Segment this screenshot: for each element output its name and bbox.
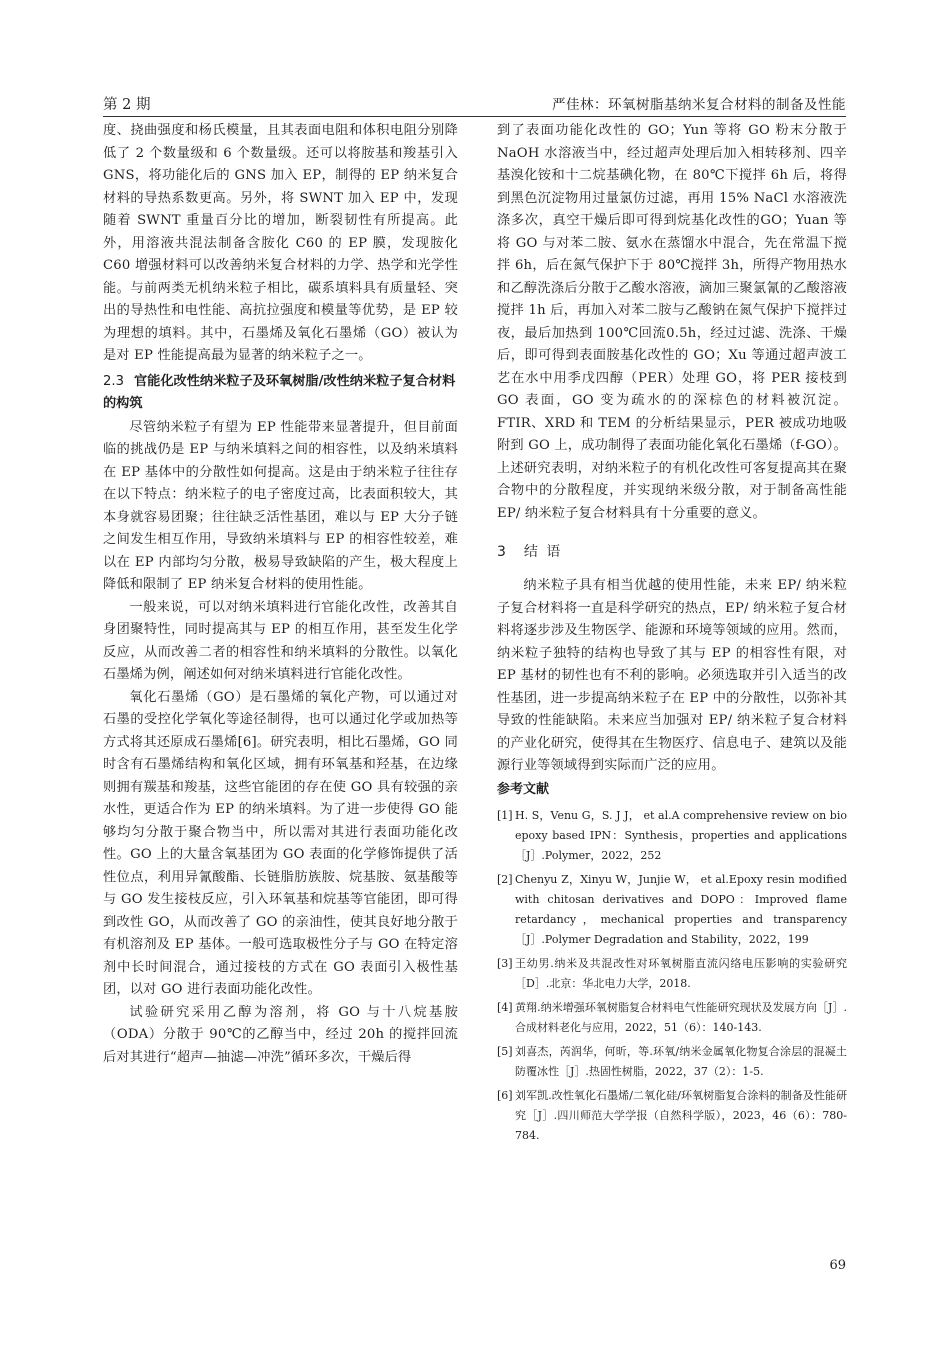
reference-text: Chenyu Z，Xinyu W，Junjie W， et al.Epoxy resin modified with chitosan derivatives and DOPO：Improved flame retardancy，mechanical properties and transparency［J］.Polymer Degradation and Stability，2022，199	[515, 872, 847, 946]
subsection-heading	[103, 371, 458, 415]
section-heading	[497, 541, 847, 563]
right-paragraph-1: 到了表面功能化改性的 GO；Yun 等将 GO 粉末分散于 NaOH 水溶液当中，经过超声处理后加入相转移剂、四辛基溴化铵和十二烷基碘化物，在 80℃下搅拌 6h 后，将得到黑色沉淀物用过量氯仿过滤，再用 15% NaCl 水溶液洗涤多次，真空干燥后即可得到烷基化改性的GO；Yuan 等将 GO 与对苯二胺、氨水在蒸馏水中混合，先在常温下搅拌 6h，后在氮气保护下于 80℃搅拌 3h，所得产物用热水和乙醇洗涤后分散于乙酸水溶液，滴加三聚氯氰的乙酸溶液搅拌 1h 后，再加入对苯二胺与乙酸钠在氮气保护下搅拌过夜，最后加热到 100℃回流0.5h，经过过滤、洗涤、干燥后，即可得到表面胺基化改性的 GO；Xu 等通过超声波工艺在水中用季戊四醇（PER）处理 GO，将 PER 接枝到 GO 表面，GO 变为疏水的的深棕色的材料被沉淀。FTIR、XRD 和 TEM 的分析结果显示，PER 被成功地吸附到 GO 上，成功制得了表面功能化氧化石墨烯（f-GO）。上述研究表明，对纳米粒子的有机化改性可客复提高其在聚合物中的分散程度，并实现纳米级分散，对于制备高性能 EP/ 纳米粒子复合材料具有十分重要的意义。	[497, 123, 847, 521]
reference-number: [1]	[497, 808, 513, 822]
reference-number: [6]	[497, 1088, 513, 1102]
left-paragraph-5: 试验研究采用乙醇为溶剂，将 GO 与十八烷基胺（ODA）分散于 90℃的乙醇当中，经过 20h 的搅拌回流后对其进行“超声—抽滤—冲洗”循环多次，干燥后得	[103, 1004, 458, 1065]
left-paragraph-4: 氧化石墨烯（GO）是石墨烯的氧化产物，可以通过对石墨的受控化学氧化等途径制得，也可以通过化学或加热等方式将其还原成石墨烯[6]。研究表明，相比石墨烯，GO 同时含有石墨烯结构和氧化区域，拥有环氧基和羟基，在边缘则拥有羰基和羧基，这些官能团的存在使 GO 具有较强的亲水性，更适合作为 EP 的纳米填料。为了进一步使得 GO 能够均匀分散于聚合物当中，所以需对其进行表面功能化改性。GO 上的大量含氧基团为 GO 表面的化学修饰提供了活性位点，利用异氰酸酯、长链脂肪族胺、烷基胺、氨基酸等与 GO 发生接枝反应，引入环氧基和烷基等官能团，即可得到改性 GO，从而改善了 GO 的亲油性，使其良好地分散于有机溶剂及 EP 基体。一般可选取极性分子与 GO 在特定溶剂中长时间混合，通过接枝的方式在 GO 表面引入极性基团，以对 GO 进行表面功能化改性。	[103, 689, 458, 997]
left-paragraph-3: 一般来说，可以对纳米填料进行官能化改性，改善其自身团聚特性，同时提高其与 EP 的相互作用，甚至发生化学反应，从而改善二者的相容性和纳米填料的分散性。以氧化石墨烯为例，阐述如何对纳米填料进行官能化改性。	[103, 599, 458, 682]
reference-item	[497, 870, 847, 950]
reference-item	[497, 998, 847, 1038]
page-number: 69	[829, 1258, 846, 1273]
subsection-number: 2.3	[103, 373, 124, 389]
reference-item	[497, 1042, 847, 1082]
reference-text: 黄翔.纳米增强环氧树脂复合材料电气性能研究现状及发展方向［J］.合成材料老化与应用，2022，51（6）：140-143.	[515, 1000, 847, 1034]
running-title: 严佳林：环氧树脂基纳米复合材料的制备及性能	[552, 97, 846, 113]
reference-number: [3]	[497, 956, 513, 970]
subsection-title: 官能化改性纳米粒子及环氧树脂/改性纳米粒子复合材料的构筑	[103, 373, 456, 411]
issue-label: 第 2 期	[103, 97, 151, 113]
left-column	[103, 120, 458, 1069]
header-divider	[103, 116, 846, 117]
running-header	[103, 93, 846, 115]
section-title: 结 语	[523, 544, 563, 560]
reference-item	[497, 954, 847, 994]
reference-number: [2]	[497, 872, 513, 886]
right-column	[497, 120, 847, 1150]
left-paragraph-2: 尽管纳米粒子有望为 EP 性能带来显著提升，但目前面临的挑战仍是 EP 与纳米填料之间的相容性，以及纳米填料在 EP 基体中的分散性如何提高。这是由于纳米粒子往往存在以下特点：纳米粒子的电子密度过高，比表面积较大，其本身就容易团聚；往往缺乏活性基团，难以与 EP 大分子链之间发生相互作用，导致纳米填料与 EP 的相容性较差，难以在 EP 内部均匀分散，极易导致缺陷的产生，极大程度上降低和限制了 EP 纳米复合材料的使用性能。	[103, 419, 458, 592]
reference-number: [4]	[497, 1000, 513, 1014]
reference-text: 刘军凯.改性氧化石墨烯/二氧化硅/环氧树脂复合涂料的制备及性能研究［J］.四川师范大学学报（自然科学版），2023，46（6）：780-784.	[515, 1088, 847, 1142]
section-number: 3	[497, 544, 508, 560]
left-paragraph-1: 度、挠曲强度和杨氏模量，且其表面电阻和体积电阻分别降低了 2 个数量级和 6 个数量级。还可以将胺基和羧基引入 GNS，将功能化后的 GNS 加入 EP，制得的 EP 纳米复合材料的导热系数更高。另外，将 SWNT 加入 EP 中，发现随着 SWNT 重量百分比的增加，断裂韧性有所提高。此外，用溶液共混法制备含胺化 C60 的 EP 膜，发现胺化 C60 增强材料可以改善纳米复合材料的力学、热学和光学性能。与前两类无机纳米粒子相比，碳系填料具有质量轻、突出的导热性和电性能、高抗拉强度和模量等优势，是 EP 较为理想的填料。其中，石墨烯及氧化石墨烯（GO）被认为是对 EP 性能提高最为显著的纳米粒子之一。	[103, 123, 458, 363]
reference-number: [5]	[497, 1044, 513, 1058]
reference-text: 刘喜杰，芮润华，何昕，等.环氧/纳米金属氧化物复合涂层的混凝土防覆冰性［J］.热固性树脂，2022，37（2）：1-5.	[515, 1044, 847, 1078]
reference-list	[497, 806, 847, 1146]
reference-text: 王幼男.纳米及共混改性对环氧树脂直流闪络电压影响的实验研究［D］.北京：华北电力大学，2018.	[515, 956, 847, 990]
reference-text: H. S，Venu G，S. J J， et al.A comprehensive review on bio epoxy based IPN：Synthesis，properties and applications［J］.Polymer，2022，252	[515, 808, 847, 862]
references-title: 参考文献	[497, 781, 550, 797]
reference-item	[497, 1086, 847, 1146]
reference-item	[497, 806, 847, 866]
right-paragraph-2: 纳米粒子具有相当优越的使用性能，未来 EP/ 纳米粒子复合材料将一直是科学研究的热点，EP/ 纳米粒子复合材料将逐步涉及生物医学、能源和环境等领域的应用。然而，纳米粒子独特的结构也导致了其与 EP 的相容性有限，对 EP 基材的韧性也有不利的影响。必须选取并引入适当的改性基团，进一步提高纳米粒子在 EP 中的分散性，以弥补其导致的性能缺陷。未来应当加强对 EP/ 纳米粒子复合材料的产业化研究，使得其在生物医疗、信息电子、建筑以及能源行业等领域得到实际而广泛的应用。	[497, 578, 847, 773]
